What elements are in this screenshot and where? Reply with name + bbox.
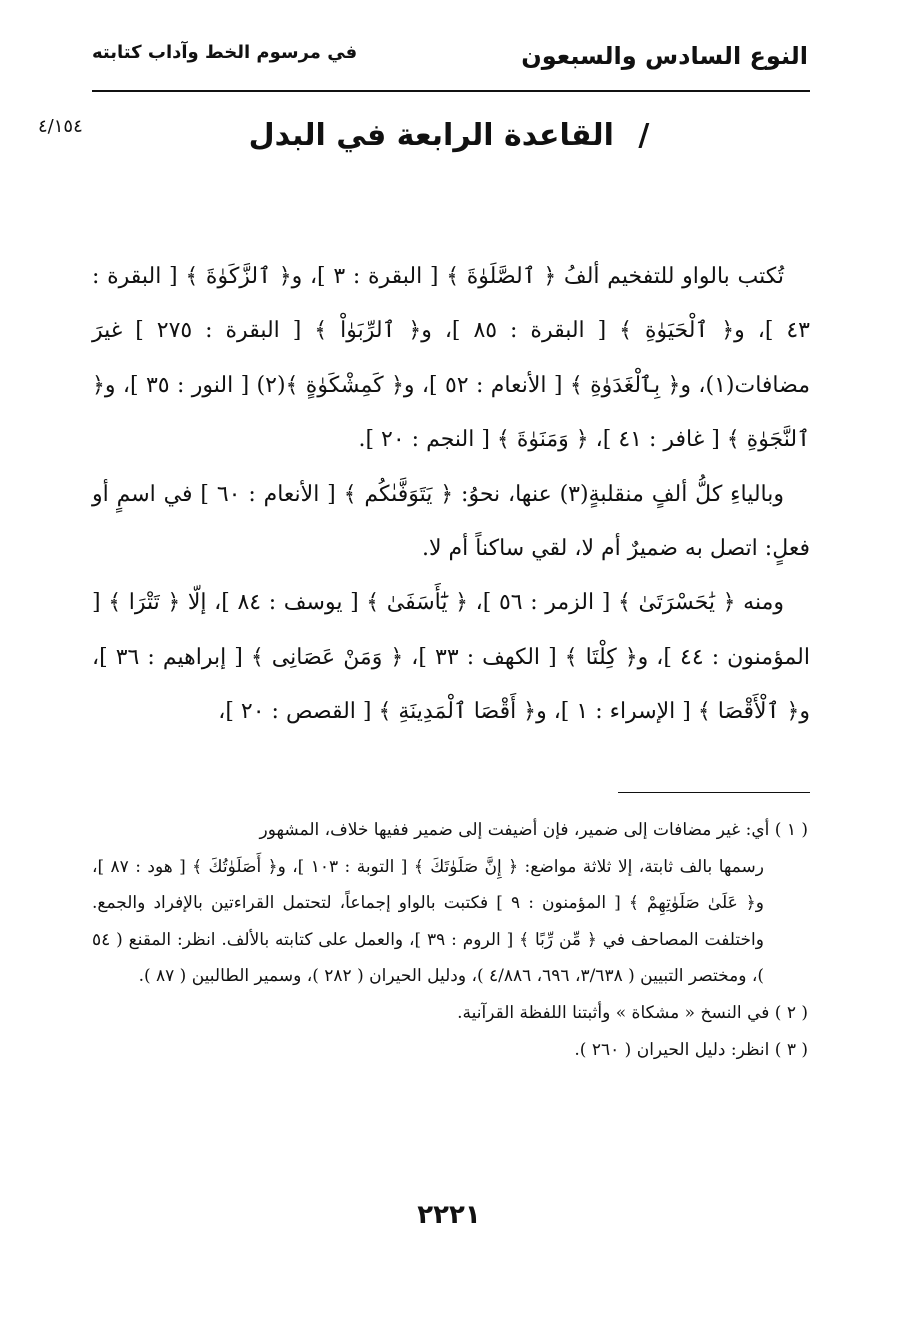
footnote-divider bbox=[618, 792, 810, 793]
running-header bbox=[92, 40, 808, 88]
footnotes bbox=[92, 812, 808, 1068]
paragraph-ya: وبالياءِ كلُّ ألفٍ منقلبةٍ(٣) عنها، نحوُ: ﴿ يَتَوَفَّىٰكُم ﴾ [ الأنعام : ٦٠ ] في اسمٍ أو فعلٍ: اتصل به ضميرٌ أم لا، لقي ساكناً أم لا. bbox=[92, 481, 810, 562]
page-number: ٢٢٢١ bbox=[417, 1200, 481, 1230]
margin-reference: ٤/١٥٤ bbox=[38, 116, 83, 137]
header-section-title: في مرسوم الخط وآداب كتابته bbox=[92, 42, 358, 63]
main-text bbox=[92, 250, 810, 740]
footnote-2: ( ٢ ) في النسخ « مشكاة » وأثبتنا اللفظة القرآنية. bbox=[457, 1002, 808, 1023]
header-divider bbox=[92, 90, 810, 92]
footnote-1-first-line: ( ١ ) أي: غير مضافات إلى ضمير، فإن أضيفت إلى ضمير ففيها خلاف، المشهور bbox=[259, 820, 808, 840]
section-title bbox=[200, 118, 698, 153]
header-chapter-title: النوع السادس والسبعون bbox=[521, 42, 808, 70]
footnote-3: ( ٣ ) انظر: دليل الحيران ( ٢٦٠ ). bbox=[574, 1039, 808, 1060]
title-slash-mark: / bbox=[638, 118, 650, 153]
paragraph-waw: تُكتب بالواو للتفخيم ألفُ ﴿ ٱلصَّلَوٰةَ ﴾ [ البقرة : ٣ ]، و﴿ ٱلزَّكَوٰةَ ﴾ [ البقرة : ٤٣ ]، و﴿ ٱلْحَيَوٰةِ ﴾ [ البقرة : ٨٥ ]، و﴿ ٱلرِّبَوٰاْ ﴾ [ البقرة : ٢٧٥ ] غيرَ مضافات(١)، و﴿ بِٱلْغَدَوٰةِ ﴾ [ الأنعام : ٥٢ ]، و﴿ كَمِشْكَوٰةٍ ﴾(٢) [ النور : ٣٥ ]، و﴿ ٱلنَّجَوٰةِ ﴾ [ غافر : ٤١ ]، ﴿ وَمَنَوٰةَ ﴾ [ النجم : ٢٠ ]. bbox=[92, 264, 810, 453]
footnote-1-continuation: رسمها بالف ثابتة، إلا ثلاثة مواضع: ﴿ إِنَّ صَلَوٰتَكَ ﴾ [ التوبة : ١٠٣ ]، و﴿ أَصَلَوٰتُكَ ﴾ [ هود : ٨٧ ]، و﴿ عَلَىٰ صَلَوٰتِهِمْ ﴾ [ المؤمنون : ٩ ] فكتبت بالواو إجماعاً، لتحتمل القراءتين بالإفراد والجمع. واختلفت المصاحف في ﴿ مِّن رِّبًا ﴾ [ الروم : ٣٩ ]، والعمل على كتابته بالألف. انظر: المقنع ( ٥٤ )، ومختصر التبيين ( ٣/٦٣٨، ٦٩٦، ٤/٨٨٦ )، ودليل الحيران ( ٢٨٢ )، وسمير الطالبين ( ٨٧ ). bbox=[92, 856, 764, 987]
paragraph-exceptions: ومنه ﴿ يَٰحَسْرَتَىٰ ﴾ [ الزمر : ٥٦ ]، ﴿ يَٰٓأَسَفَىٰ ﴾ [ يوسف : ٨٤ ]، إلّا ﴿ تَتْرَا ﴾ [ المؤمنون : ٤٤ ]، و﴿ كِلْتَا ﴾ [ الكهف : ٣٣ ]، ﴿ وَمَنْ عَصَانِى ﴾ [ إبراهيم : ٣٦ ]، و﴿ ٱلْأَقْصَا ﴾ [ الإسراء : ١ ]، و﴿ أَقْصَا ٱلْمَدِينَةِ ﴾ [ القصص : ٢٠ ]، bbox=[92, 590, 810, 725]
section-title-text: القاعدة الرابعة في البدل bbox=[248, 118, 614, 153]
